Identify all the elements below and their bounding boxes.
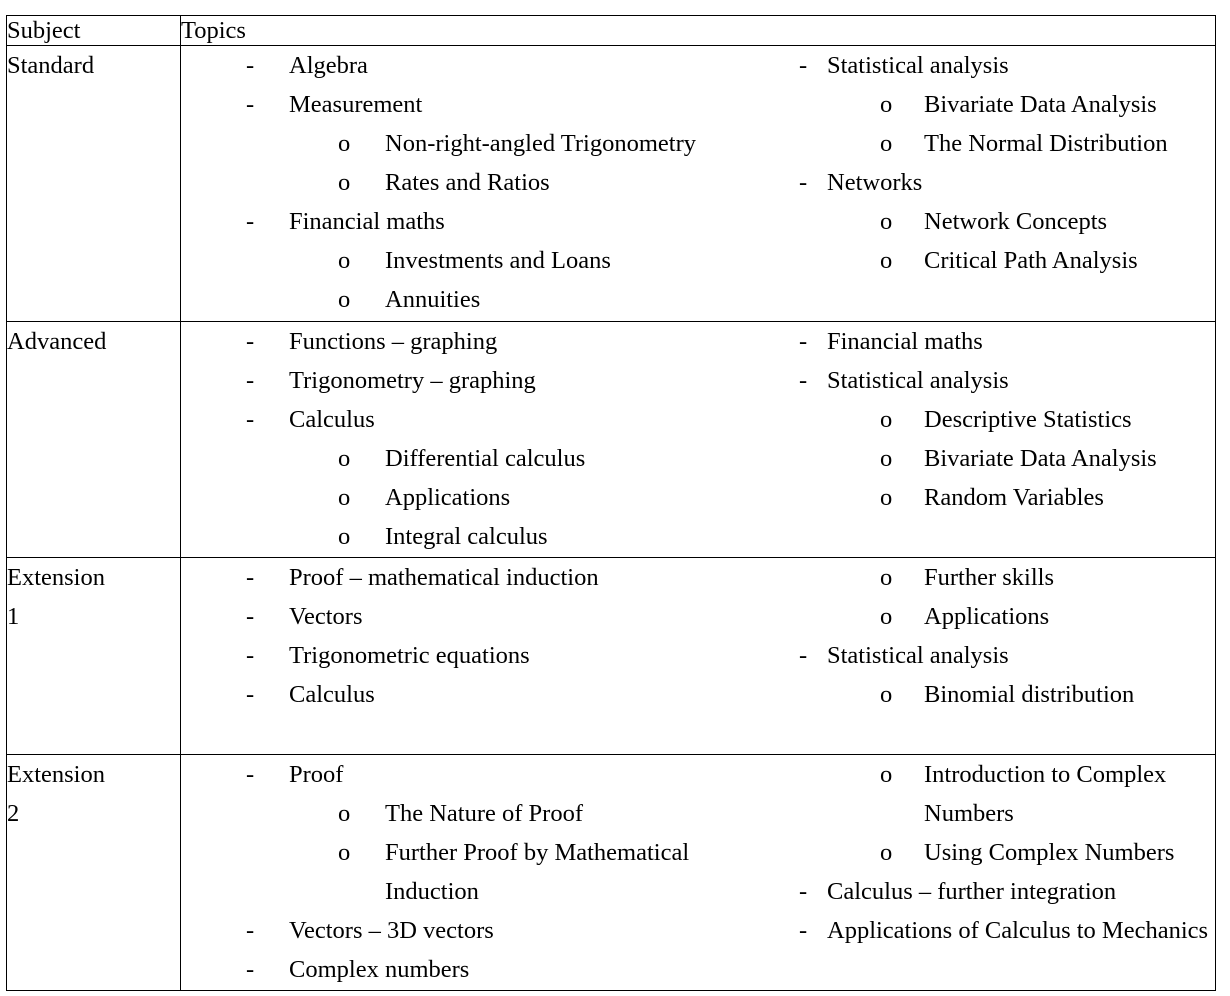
subtopic-item (779, 675, 1215, 714)
topic-text: Applications (385, 484, 511, 511)
topic-item (779, 636, 1215, 675)
circle-bullet: o (880, 681, 893, 708)
circle-bullet: o (338, 523, 351, 550)
dash-bullet: - (246, 564, 255, 591)
subtopic-item (779, 558, 1215, 597)
circle-bullet: o (338, 839, 351, 866)
subtopic-item (181, 124, 779, 163)
topics-table (6, 15, 1216, 991)
topic-text: Binomial distribution (924, 681, 1135, 708)
topic-text: Critical Path Analysis (924, 247, 1138, 274)
subtopic-item (779, 85, 1215, 124)
topic-item (181, 950, 779, 989)
dash-bullet: - (246, 91, 255, 118)
table-row (7, 755, 1216, 991)
circle-bullet: o (880, 208, 893, 235)
topic-text: Complex numbers (289, 956, 470, 983)
topic-item (779, 163, 1215, 202)
topic-text: Algebra (289, 52, 368, 79)
subject-cell: Advanced (7, 322, 181, 558)
circle-bullet: o (880, 603, 893, 630)
topic-item (181, 322, 779, 361)
topic-text: Financial maths (827, 328, 983, 355)
topic-text: Investments and Loans (385, 247, 611, 274)
subtopic-item (779, 241, 1215, 280)
dash-bullet: - (799, 642, 808, 669)
subtopic-item (181, 280, 779, 319)
topic-item (181, 675, 779, 714)
topics-right-column (779, 322, 1215, 556)
subtopic-item (779, 439, 1215, 478)
header-topics: Topics (181, 16, 1216, 46)
subtopic-item (181, 478, 779, 517)
topics-left-column (181, 755, 779, 989)
topic-text: Annuities (385, 286, 481, 313)
topic-text: Introduction to Complex Numbers (924, 761, 1167, 827)
circle-bullet: o (338, 445, 351, 472)
header-subject: Subject (7, 16, 181, 46)
topics-cell (181, 46, 1216, 322)
dash-bullet: - (799, 367, 808, 394)
topic-item (181, 597, 779, 636)
circle-bullet: o (338, 286, 351, 313)
circle-bullet: o (880, 91, 893, 118)
topics-cell (181, 322, 1216, 558)
dash-bullet: - (799, 169, 808, 196)
topic-item (779, 872, 1215, 911)
circle-bullet: o (880, 130, 893, 157)
circle-bullet: o (338, 247, 351, 274)
topic-item (779, 911, 1215, 950)
topic-text: Calculus – further integration (827, 878, 1117, 905)
subtopic-item (181, 163, 779, 202)
circle-bullet: o (338, 484, 351, 511)
header-row (7, 16, 1216, 46)
circle-bullet: o (338, 800, 351, 827)
subject-cell: Standard (7, 46, 181, 322)
circle-bullet: o (880, 247, 893, 274)
topic-text: Financial maths (289, 208, 445, 235)
topic-text: Functions – graphing (289, 328, 498, 355)
topics-right-column (779, 755, 1215, 989)
dash-bullet: - (799, 878, 808, 905)
subtopic-item (779, 202, 1215, 241)
dash-bullet: - (246, 917, 255, 944)
subject-cell: Extension 2 (7, 755, 181, 991)
subtopic-item (779, 833, 1215, 872)
circle-bullet: o (338, 130, 351, 157)
topics-left-column (181, 322, 779, 556)
topics-cell (181, 755, 1216, 991)
subtopic-item (181, 439, 779, 478)
topic-text: Rates and Ratios (385, 169, 550, 196)
topic-text: Further skills (924, 564, 1054, 591)
topic-item (779, 322, 1215, 361)
topic-item (181, 636, 779, 675)
topic-item (181, 400, 779, 439)
dash-bullet: - (246, 406, 255, 433)
table-row (7, 558, 1216, 755)
topic-text: Proof – mathematical induction (289, 564, 599, 591)
topic-text: Further Proof by Mathematical Induction (385, 839, 690, 905)
subtopic-item (181, 241, 779, 280)
topic-text: Trigonometric equations (289, 642, 530, 669)
topic-item (181, 755, 779, 794)
dash-bullet: - (799, 917, 808, 944)
subject-cell: Extension 1 (7, 558, 181, 755)
circle-bullet: o (880, 761, 893, 788)
subtopic-item (779, 478, 1215, 517)
topic-item (181, 911, 779, 950)
topic-text: Integral calculus (385, 523, 548, 550)
topic-item (181, 361, 779, 400)
dash-bullet: - (799, 52, 808, 79)
dash-bullet: - (246, 761, 255, 788)
dash-bullet: - (246, 367, 255, 394)
topic-text: Measurement (289, 91, 423, 118)
topic-text: The Nature of Proof (385, 800, 583, 827)
topic-item (779, 46, 1215, 85)
dash-bullet: - (246, 642, 255, 669)
topic-text: The Normal Distribution (924, 130, 1168, 157)
topics-cell (181, 558, 1216, 755)
topic-text: Networks (827, 169, 923, 196)
topic-item (181, 558, 779, 597)
circle-bullet: o (880, 839, 893, 866)
circle-bullet: o (880, 406, 893, 433)
topics-right-column (779, 46, 1215, 319)
subtopic-item (181, 794, 779, 833)
topics-left-column (181, 46, 779, 319)
topic-text: Statistical analysis (827, 642, 1009, 669)
topic-text: Vectors – 3D vectors (289, 917, 494, 944)
topic-item (181, 46, 779, 85)
topics-right-column (779, 558, 1215, 714)
topic-text: Bivariate Data Analysis (924, 91, 1157, 118)
topic-text: Applications of Calculus to Mechanics (827, 917, 1209, 944)
dash-bullet: - (246, 956, 255, 983)
topic-text: Applications (924, 603, 1050, 630)
subtopic-item (181, 517, 779, 556)
subtopic-item (779, 597, 1215, 636)
dash-bullet: - (246, 208, 255, 235)
subtopic-item (779, 124, 1215, 163)
subtopic-item (779, 400, 1215, 439)
topic-text: Network Concepts (924, 208, 1108, 235)
circle-bullet: o (880, 484, 893, 511)
dash-bullet: - (246, 603, 255, 630)
topic-text: Descriptive Statistics (924, 406, 1132, 433)
topic-text: Calculus (289, 681, 375, 708)
subtopic-item (779, 755, 1215, 833)
topic-item (181, 202, 779, 241)
topic-text: Proof (289, 761, 344, 788)
topic-text: Bivariate Data Analysis (924, 445, 1157, 472)
topic-text: Calculus (289, 406, 375, 433)
topic-text: Differential calculus (385, 445, 586, 472)
dash-bullet: - (246, 328, 255, 355)
dash-bullet: - (246, 52, 255, 79)
circle-bullet: o (338, 169, 351, 196)
topic-text: Non-right-angled Trigonometry (385, 130, 696, 157)
topic-text: Random Variables (924, 484, 1104, 511)
topic-item (181, 85, 779, 124)
topic-text: Vectors (289, 603, 363, 630)
topic-text: Statistical analysis (827, 367, 1009, 394)
topic-item (779, 361, 1215, 400)
dash-bullet: - (246, 681, 255, 708)
topic-text: Statistical analysis (827, 52, 1009, 79)
topic-text: Trigonometry – graphing (289, 367, 536, 394)
subtopic-item (181, 833, 779, 911)
table-row (7, 322, 1216, 558)
circle-bullet: o (880, 445, 893, 472)
topics-left-column (181, 558, 779, 714)
circle-bullet: o (880, 564, 893, 591)
dash-bullet: - (799, 328, 808, 355)
table-row (7, 46, 1216, 322)
topic-text: Using Complex Numbers (924, 839, 1175, 866)
